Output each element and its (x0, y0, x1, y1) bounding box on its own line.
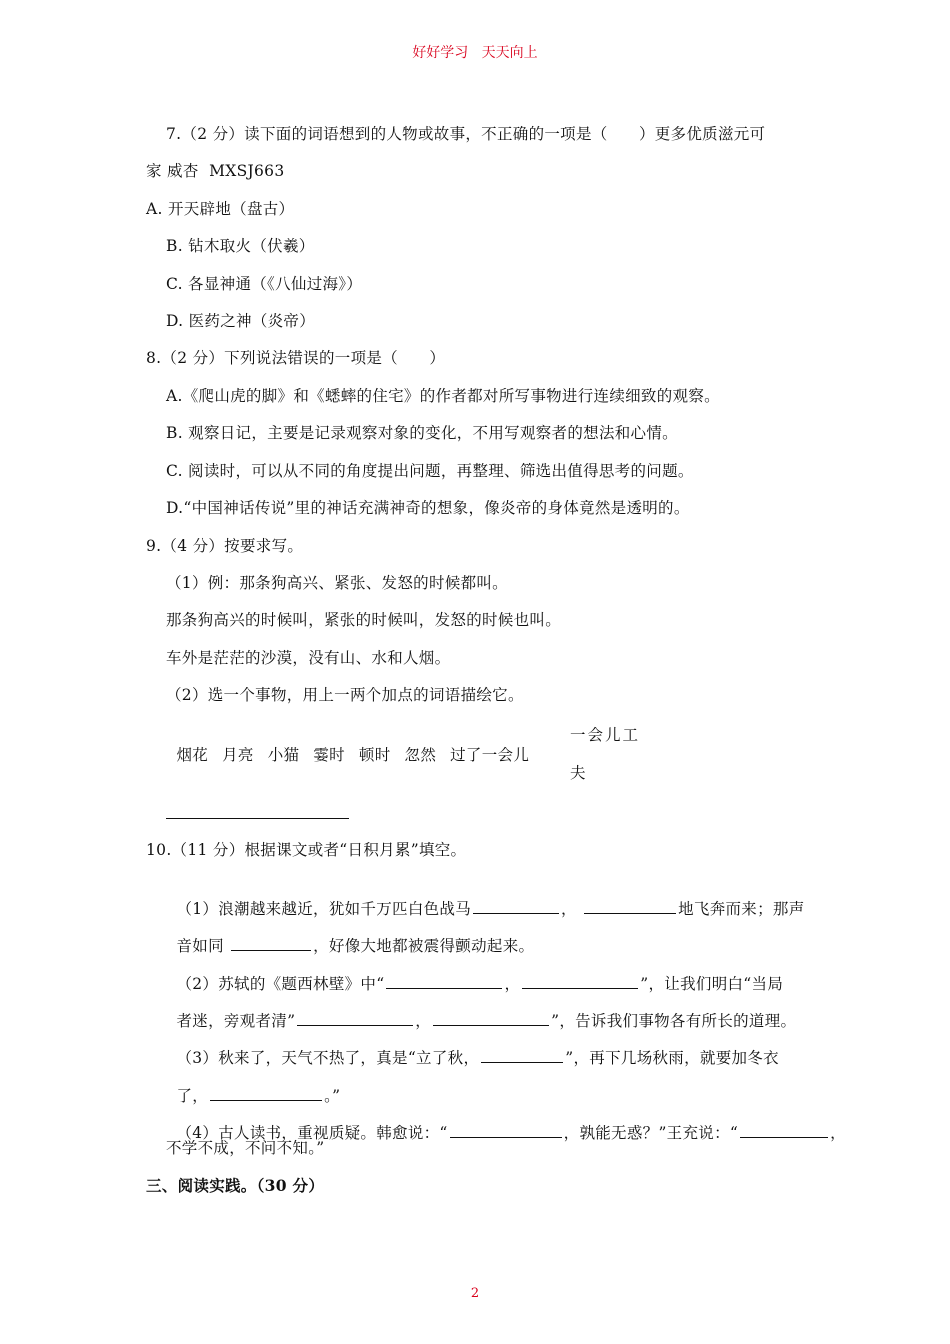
fill-blank[interactable] (584, 897, 676, 914)
q9-word: 月亮 (222, 746, 254, 764)
fill-blank[interactable] (740, 1121, 828, 1138)
fill-blank[interactable] (210, 1084, 322, 1101)
section3-title: 三、阅读实践。（30 分） (146, 1176, 325, 1195)
q9-word: 忽然 (404, 746, 437, 764)
q9-word-last-part1: 一会儿工 (570, 726, 641, 744)
q7-option-b: B. 钻木取火（伏羲） (166, 237, 315, 255)
q10-sentence3-line2 (166, 1064, 340, 1106)
q8-option-d: D.“中国神话传说”里的神话充满神奇的想象，像炎帝的身体竟然是透明的。 (166, 499, 690, 517)
q9-answer-line[interactable] (166, 818, 349, 819)
q9-word-list (166, 725, 529, 765)
q10-s1-text-a: （1）浪潮越来越近，犹如千万匹白色战马 (176, 900, 472, 918)
q10-sentence3-line1 (166, 1026, 779, 1068)
q10-s2-text-c: ”，让我们明白“当局 (640, 975, 784, 993)
fill-blank[interactable] (481, 1046, 563, 1063)
q10-s1-text-b: ， (561, 900, 577, 918)
q10-s3-text-b: ”，再下几场秋雨，就要加冬衣 (565, 1049, 779, 1067)
q10-stem: 10.（11 分）根据课文或者“日积月累”填空。 (146, 841, 467, 859)
fill-blank[interactable] (522, 972, 638, 989)
fill-blank[interactable] (386, 972, 502, 989)
q10-s2-text-e: ， (415, 1012, 432, 1030)
fill-blank[interactable] (231, 934, 311, 951)
q9-stem: 9.（4 分）按要求写。 (146, 537, 304, 555)
q9-word: 烟花 (176, 746, 209, 764)
q7-option-d: D. 医药之神（炎帝） (166, 312, 316, 330)
q9-word: 霎时 (313, 746, 345, 764)
q9-part1-task: 车外是茫茫的沙漠，没有山、水和人烟。 (166, 649, 451, 667)
q9-word: 过了一会儿 (450, 746, 530, 764)
q7-stem-line2: 家 威杏 MXSJ663 (146, 162, 285, 180)
q10-s1-text-e: ，好像大地都被震得颤动起来。 (313, 937, 535, 955)
q10-sentence1-line2 (166, 914, 534, 956)
q10-s1-text-c: 地飞奔而来；那声 (678, 900, 805, 918)
q10-s4-text-a: （4）古人读书，重视质疑。韩愈说：“ (176, 1124, 448, 1142)
q10-s4-text-c: ， (830, 1124, 846, 1142)
fill-blank[interactable] (297, 1009, 413, 1026)
q10-sentence4-line1 (166, 1101, 846, 1143)
q7-stem-line1: 7.（2 分）读下面的词语想到的人物或故事，不正确的一项是（ ）更多优质滋元可 (166, 125, 766, 143)
q10-sentence4-line2: 不学不成，不问不知。” (166, 1139, 325, 1157)
q8-option-c: C. 阅读时，可以从不同的角度提出问题，再整理、筛选出值得思考的问题。 (166, 462, 694, 480)
q7-option-c: C. 各显神通（《八仙过海》） (166, 275, 363, 293)
q10-s3-text-a: （3）秋来了，天气不热了，真是“立了秋， (176, 1049, 480, 1067)
q9-part1-label: （1）例：那条狗高兴、紧张、发怒的时候都叫。 (166, 574, 508, 592)
fill-blank[interactable] (450, 1121, 562, 1138)
fill-blank[interactable] (433, 1009, 549, 1026)
q8-stem: 8.（2 分）下列说法错误的一项是（ ） (146, 349, 446, 367)
q9-word-last-part2: 夫 (570, 764, 586, 782)
q7-option-a: A. 开天辟地（盘古） (146, 200, 295, 218)
q10-sentence1-line1 (166, 877, 805, 919)
q8-option-b: B. 观察日记，主要是记录观察对象的变化，不用写观察者的想法和心情。 (166, 424, 678, 442)
q10-s3-text-d: 。” (324, 1087, 341, 1105)
q10-s4-text-b: ，孰能无惑？”王充说：“ (563, 1124, 739, 1142)
q9-part1-example: 那条狗高兴的时候叫，紧张的时候叫，发怒的时候也叫。 (166, 611, 562, 629)
page-header: 好好学习 天天向上 (412, 45, 538, 61)
q9-word: 顿时 (358, 746, 391, 764)
q10-sentence2-line2 (166, 989, 796, 1031)
q10-s3-text-c: 了， (176, 1087, 209, 1105)
q10-s2-text-d: 者迷，旁观者清” (176, 1012, 296, 1030)
page-number: 2 (470, 1286, 480, 1301)
q10-sentence2-line1 (166, 952, 783, 994)
q10-s2-text-f: ”，告诉我们事物各有所长的道理。 (551, 1012, 797, 1030)
q9-word: 小猫 (267, 746, 300, 764)
fill-blank[interactable] (473, 897, 559, 914)
q8-option-a: A.《爬山虎的脚》和《蟋蟀的住宅》的作者都对所写事物进行连续细致的观察。 (166, 387, 720, 405)
q10-s1-text-d: 音如同 (176, 937, 230, 955)
q10-s2-text-a: （2）苏轼的《题西林壁》中“ (176, 975, 385, 993)
q9-part2-label: （2）选一个事物，用上一两个加点的词语描绘它。 (166, 686, 524, 704)
q10-s2-text-b: ， (504, 975, 521, 993)
